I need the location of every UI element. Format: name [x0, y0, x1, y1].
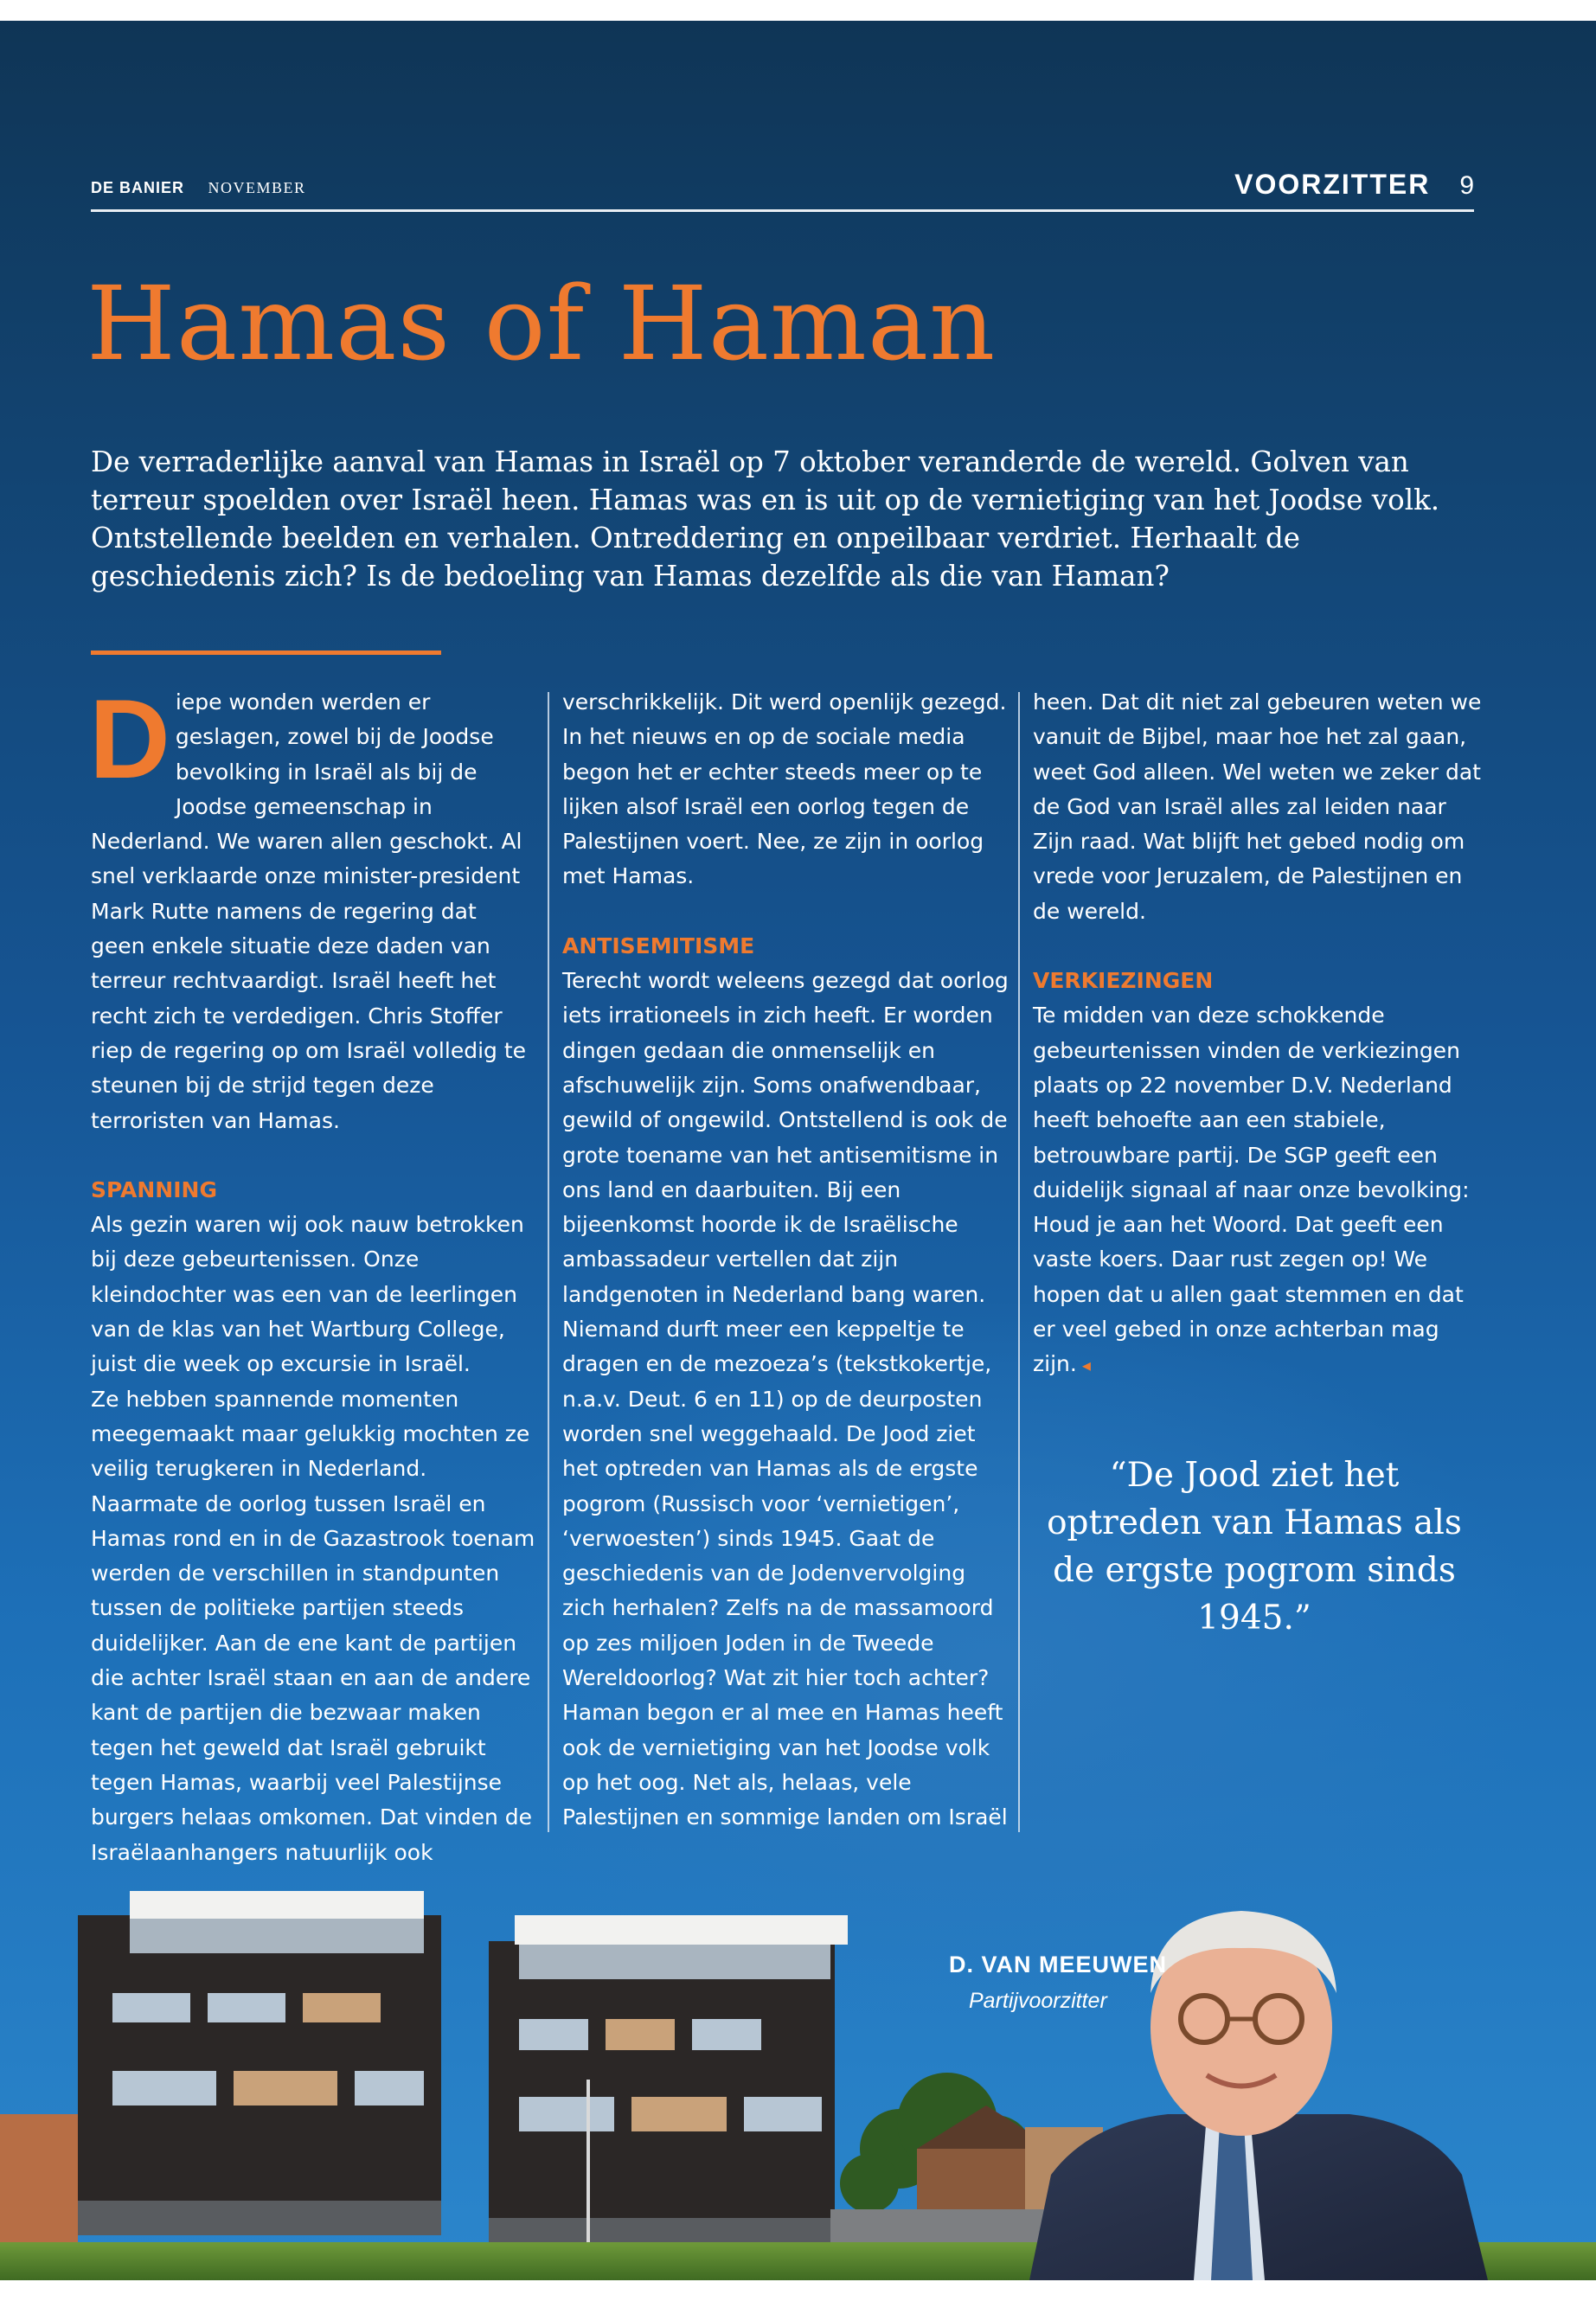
- publication-month: NOVEMBER: [208, 179, 306, 196]
- drop-cap: D: [89, 676, 170, 802]
- page-header: [91, 157, 1474, 212]
- subheading-antisemitisme: ANTISEMITISME: [562, 933, 755, 958]
- page-number: 9: [1459, 171, 1474, 200]
- article-title: Hamas of Haman: [87, 264, 997, 383]
- section-info: [1234, 169, 1474, 201]
- paragraph: verschrikkelijk. Dit werd openlijk gezegd. In het nieuws en op de sociale media begon het er echter steeds meer op te lijken alsof Israël een oorlog tegen de Palestijnen voert. Nee, ze zijn in oorlog met Hamas.: [562, 689, 1007, 889]
- paragraph: Als gezin waren wij ook nauw betrokken bij deze gebeurtenissen. Onze kleindochter was een van de leerlingen van de klas van het Wartburg College, juist die week op excursie in Israël.: [91, 1212, 524, 1377]
- publication-info: [91, 179, 306, 197]
- title-divider: [91, 651, 441, 655]
- paragraph: [1033, 998, 1483, 1382]
- end-mark-icon: ◂: [1081, 1355, 1091, 1376]
- paragraph-text: Te midden van deze schokkende gebeurtenissen vinden de verkiezingen plaats op 22 november D.V. Nederland heeft behoefte aan een stabiele, betrouwbare partij. De SGP geeft een duidelijk signaal af naar onze bevolking: Houd je aan het Woord. Dat geeft een vaste koers. Daar rust zegen op! We hopen dat u allen gaat stemmen en dat er veel gebed in onze achterban mag zijn.: [1033, 1003, 1470, 1377]
- text-column-3: [1033, 685, 1483, 1383]
- subheading-verkiezingen: VERKIEZINGEN: [1033, 968, 1214, 994]
- column-divider: [1018, 692, 1020, 1832]
- column-divider: [548, 692, 549, 1832]
- publication-name: DE BANIER: [91, 179, 185, 196]
- paragraph: heen. Dat dit niet zal gebeuren weten we vanuit de Bijbel, maar hoe het zal gaan, weet God alleen. Wel weten we zeker dat de God van Israël alles zal leiden naar Zijn raad. Wat blijft het gebed nodig om vrede voor Jeruzalem, de Palestijnen en de wereld.: [1033, 689, 1482, 924]
- building-left: [78, 1891, 441, 2235]
- author-credit: [949, 1952, 1167, 2014]
- text-column-1: [89, 676, 536, 1870]
- author-role: Partijvoorzitter: [969, 1989, 1107, 2013]
- paragraph: iepe wonden werden er geslagen, zowel bij de Joodse bevolking in Israël als bij de Joodse gemeenschap in Nederland. We waren allen geschokt. Al snel verklaarde onze minister-president Mark Rutte namens de regering dat geen enkele situatie deze daden van terreur rechtvaardigt. Israël heeft het recht zich te verdedigen. Chris Stoffer riep de regering op om Israël volledig te steunen bij de strijd tegen deze terroristen van Hamas.: [91, 689, 527, 1133]
- author-name: D. VAN MEEUWEN: [949, 1952, 1168, 1977]
- paragraph: Ze hebben spannende momenten meegemaakt maar gelukkig mochten ze veilig terugkeren in Nederland. Naarmate de oorlog tussen Israël en Hamas rond en in de Gazastrook toenam werden de verschillen in standpunten tussen de politieke partijen steeds duidelijker. Aan de ene kant de partijen die achter Israël staan en aan de andere kant de partijen die bezwaar maken tegen het geweld dat Israël gebruikt tegen Hamas, waarbij veel Palestijnse burgers helaas omkomen. Dat vinden de Israëlaanhangers natuurlijk ook: [91, 1386, 535, 1865]
- subheading-spanning: SPANNING: [91, 1176, 217, 1202]
- buildings-and-portrait-photo: [0, 1863, 1596, 2280]
- article-intro: De verraderlijke aanval van Hamas in Israël op 7 oktober veranderde de wereld. Golven van terreur spoelden over Israël heen. Hamas was en is uit op de vernietiging van het Joodse volk. Ontstellende beelden en verhalen. Ontreddering en onpeilbaar verdriet. Herhaalt de geschiedenis zich? Is de bedoeling van Hamas dezelfde als die van Haman?: [91, 445, 1440, 593]
- pull-quote: “De Jood ziet het optreden van Hamas als de ergste pogrom sinds 1945.”: [1047, 1456, 1462, 1638]
- text-column-2: [562, 685, 1012, 1836]
- paragraph: Terecht wordt weleens gezegd dat oorlog iets irrationeels in zich heeft. Er worden dingen gedaan die onmenselijk en afschuwelijk zijn. Soms onafwendbaar, gewild of ongewild. Ontstellend is ook de grote toename van het antisemitisme in ons land en daarbuiten. Bij een bijeenkomst hoorde ik de Israëlische ambassadeur vertellen dat zijn landgenoten in Nederland bang waren. Niemand durft meer een keppeltje te dragen en de mezoeza’s (tekstkokertje, n.a.v. Deut. 6 en 11) op de deurposten worden snel weggehaald. De Jood ziet het optreden van Hamas als de ergste pogrom (Russisch voor ‘vernietigen’, ‘verwoesten’) sinds 1945. Gaat de geschiedenis van de Jodenvervolging zich herhalen? Zelfs na de massamoord op zes miljoen Joden in de Tweede Wereldoorlog? Wat zit hier toch achter? Haman begon er al mee en Hamas heeft ook de vernietiging van het Joodse volk op het oog. Net als, helaas, vele Palestijnen en sommige landen om Israël: [562, 968, 1009, 1830]
- section-title: VOORZITTER: [1234, 169, 1431, 200]
- magazine-page: [0, 21, 1596, 2280]
- building-right: [489, 1915, 848, 2244]
